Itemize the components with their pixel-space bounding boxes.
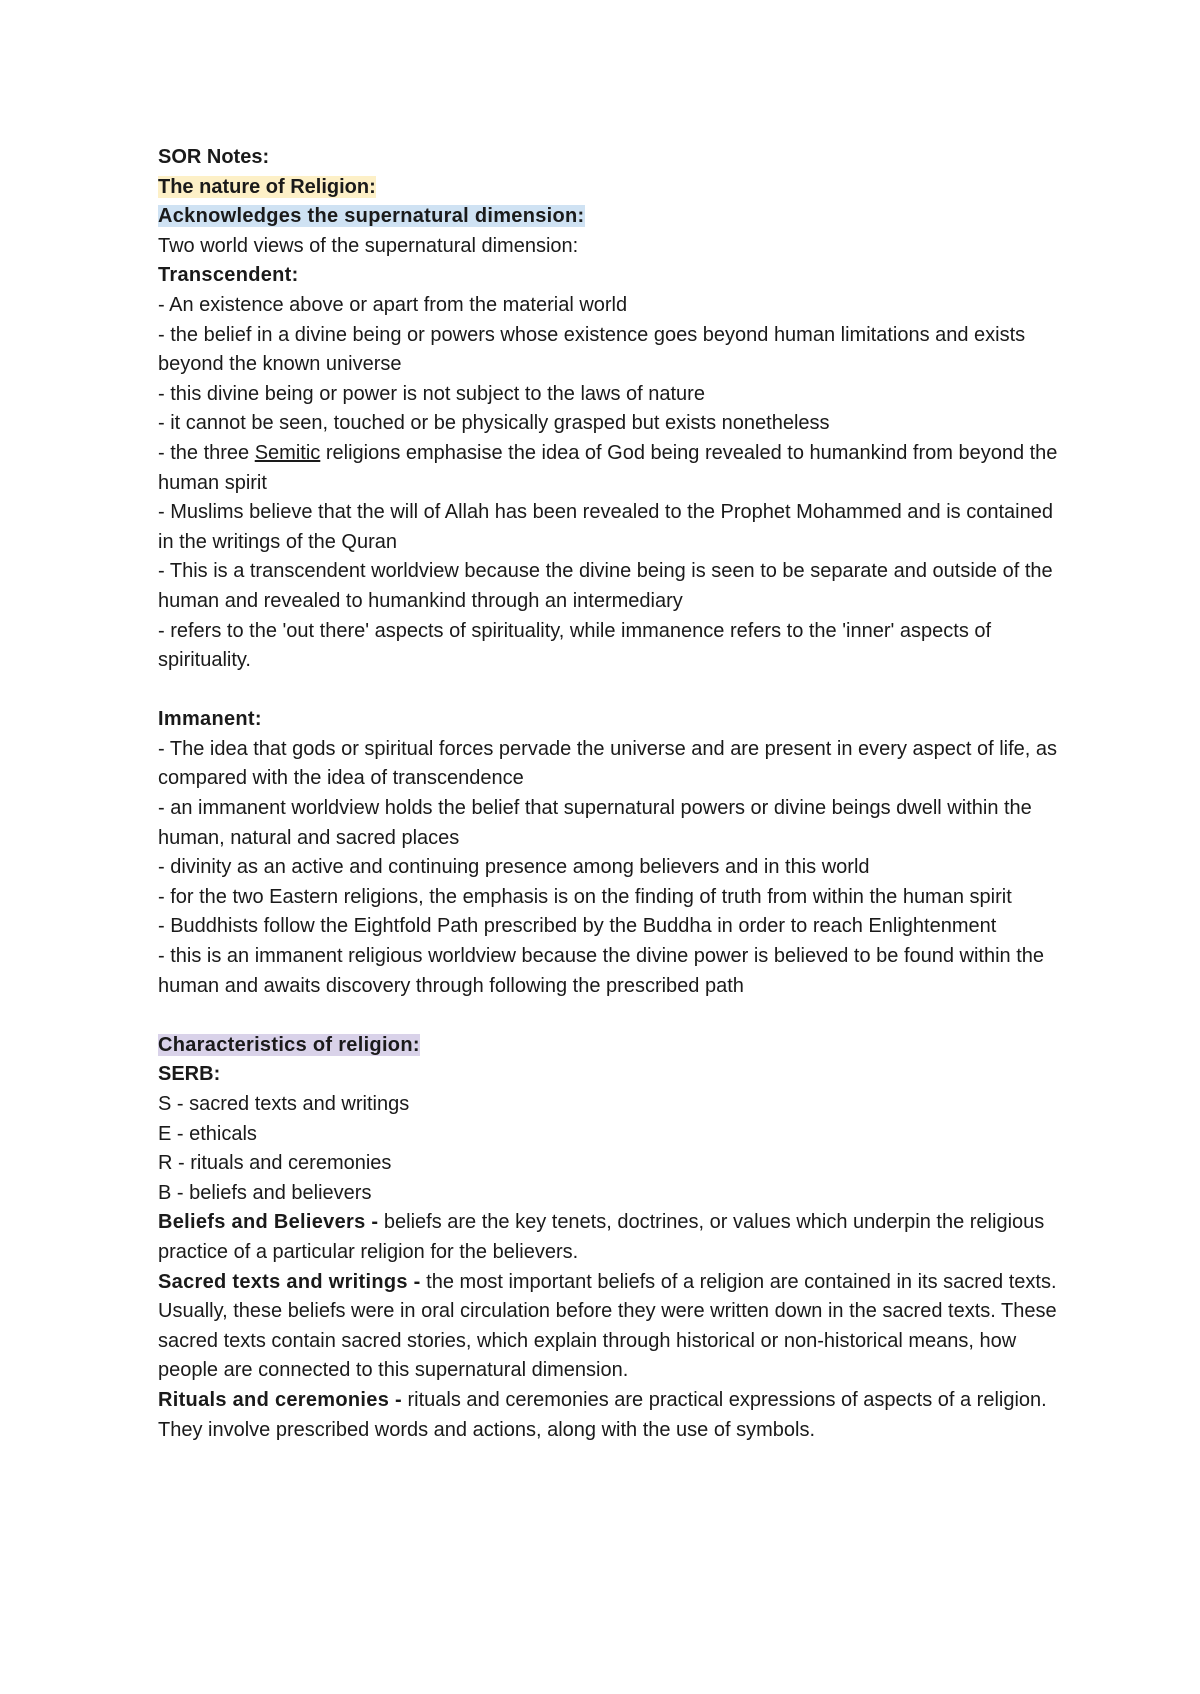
immanent-point: - an immanent worldview holds the belief that supernatural powers or divine beings dwell within the human, natural and sacred places <box>158 797 1032 849</box>
transcendent-point <box>158 439 1063 498</box>
definition-text: the most important beliefs of a religion are contained in its sacred texts. Usually, these beliefs were in oral circulation before they were written down in the sacred texts. These sacred texts contain sacred stories, which explain through historical or non-historical means, how people are connected to this supernatural dimension. <box>158 1270 1057 1382</box>
serb-item: B - beliefs and believers <box>158 1181 372 1204</box>
immanent-point: - divinity as an active and continuing presence among believers and in this world <box>158 856 870 879</box>
heading-characteristics-of-religion: Characteristics of religion: <box>158 1033 420 1056</box>
definition-rituals <box>158 1386 1063 1445</box>
definition-term: Sacred texts and writings - <box>158 1270 421 1293</box>
immanent-point: - Buddhists follow the Eightfold Path prescribed by the Buddha in order to reach Enlightenment <box>158 915 997 938</box>
heading-immanent: Immanent: <box>158 708 262 731</box>
document-page <box>158 143 1063 1445</box>
immanent-point: - The idea that gods or spiritual forces pervade the universe and are present in every aspect of life, as compared with the idea of transcendence <box>158 737 1058 790</box>
heading-transcendent: Transcendent: <box>158 264 299 287</box>
serb-item: E - ethicals <box>158 1122 257 1145</box>
immanent-point: - for the two Eastern religions, the emphasis is on the finding of truth from within the human spirit <box>158 885 1012 908</box>
spacer <box>158 1001 1063 1031</box>
document-title: SOR Notes: <box>158 146 270 168</box>
definition-sacred-texts <box>158 1268 1063 1386</box>
intro-text: Two world views of the supernatural dimension: <box>158 234 579 257</box>
serb-acronym: SERB: <box>158 1063 221 1086</box>
transcendent-point: - This is a transcendent worldview because the divine being is seen to be separate and outside of the human and revealed to humankind through an intermediary <box>158 560 1053 612</box>
semitic-underlined-word: Semitic <box>254 441 321 464</box>
spacer <box>158 676 1063 706</box>
transcendent-point: - this divine being or power is not subject to the laws of nature <box>158 382 705 405</box>
transcendent-point-text: religions emphasise the idea of God being revealed to humankind from beyond the human spirit <box>158 441 1058 494</box>
transcendent-point: - it cannot be seen, touched or be physically grasped but exists nonetheless <box>158 412 830 435</box>
transcendent-point: - the belief in a divine being or powers whose existence goes beyond human limitations and exists beyond the known universe <box>158 323 1026 376</box>
section-heading-nature-of-religion: The nature of Religion: <box>158 175 376 198</box>
definition-beliefs <box>158 1208 1063 1267</box>
transcendent-point: - Muslims believe that the will of Allah has been revealed to the Prophet Mohammed and is contained in the writings of the Quran <box>158 501 1053 553</box>
serb-item: R - rituals and ceremonies <box>158 1152 392 1175</box>
serb-item: S - sacred texts and writings <box>158 1093 410 1115</box>
transcendent-point: - refers to the 'out there' aspects of spirituality, while immanence refers to the 'inner' aspects of spirituality. <box>158 619 992 672</box>
transcendent-point-text: - the three <box>158 441 255 464</box>
transcendent-point: - An existence above or apart from the material world <box>158 293 628 316</box>
definition-text: rituals and ceremonies are practical expressions of aspects of a religion. They involve prescribed words and actions, along with the use of symbols. <box>158 1388 1047 1441</box>
definition-term: Beliefs and Believers - <box>158 1211 379 1234</box>
subheading-supernatural-dimension: Acknowledges the supernatural dimension: <box>158 205 585 228</box>
definition-term: Rituals and ceremonies - <box>158 1388 402 1411</box>
definition-text: beliefs are the key tenets, doctrines, or values which underpin the religious practice of a particular religion for the believers. <box>158 1211 1045 1263</box>
immanent-point: - this is an immanent religious worldview because the divine power is believed to be found within the human and awaits discovery through following the prescribed path <box>158 945 1045 997</box>
